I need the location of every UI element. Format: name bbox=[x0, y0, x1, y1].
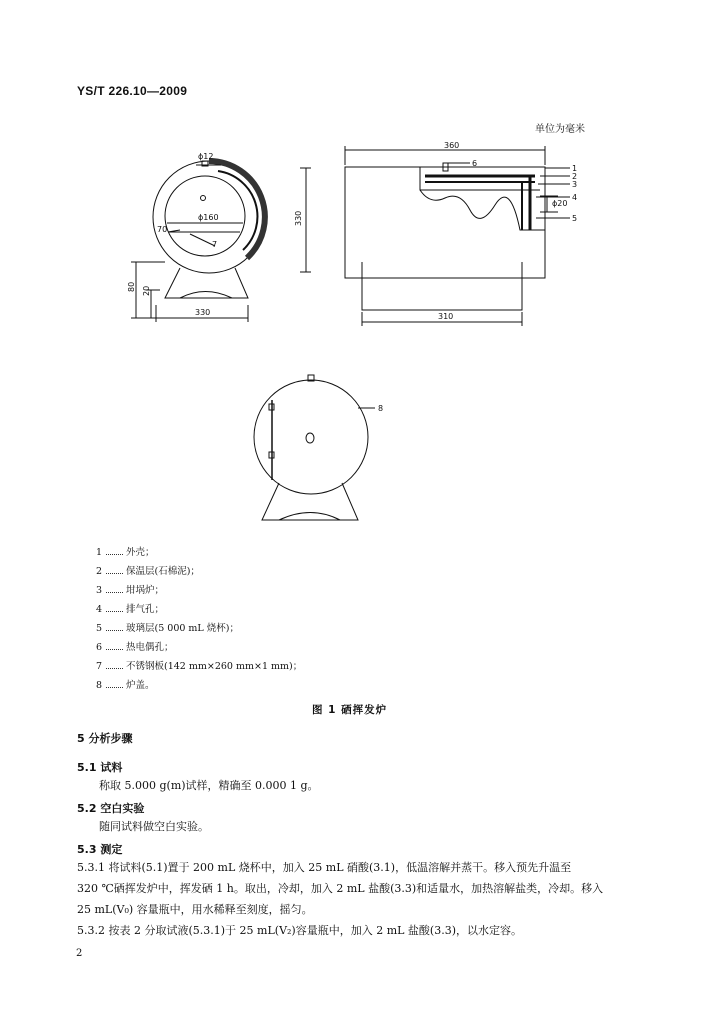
dim-360: 360 bbox=[444, 141, 460, 150]
page-number: 2 bbox=[76, 948, 83, 959]
unit-note: 单位为毫米 bbox=[535, 124, 585, 135]
legend-text: 不锈钢板(142 mm×260 mm×1 mm)； bbox=[126, 661, 303, 672]
dim-phi12: ϕ12 bbox=[198, 152, 214, 161]
legend-num: 5 bbox=[96, 623, 103, 634]
dim-phi20: ϕ20 bbox=[552, 199, 568, 208]
legend-dash bbox=[106, 604, 123, 612]
paragraph-5-3-1-line3: 25 mL(V₀) 容量瓶中，用水稀释至刻度，摇匀。 bbox=[77, 903, 313, 916]
paragraph-5-3-1-line1: 5.3.1 将试料(5.1)置于 200 mL 烧杯中，加入 25 mL 硝酸(3.1)，低温溶解并蒸干。移入预先升温至 bbox=[77, 861, 572, 874]
dim-phi160: ϕ160 bbox=[198, 213, 219, 222]
dim-330-horizontal: 330 bbox=[195, 308, 211, 317]
legend-num: 4 bbox=[96, 604, 103, 615]
legend-num: 7 bbox=[96, 661, 103, 672]
legend-item bbox=[96, 547, 155, 559]
legend-item bbox=[96, 604, 164, 616]
callout-3: 3 bbox=[572, 180, 578, 189]
document-header-id: YS/T 226.10—2009 bbox=[77, 84, 188, 98]
legend-item bbox=[96, 566, 200, 578]
callout-8: 8 bbox=[378, 404, 384, 413]
legend-text: 热电偶孔； bbox=[126, 642, 174, 653]
legend-dash bbox=[106, 680, 123, 688]
end-view bbox=[131, 161, 311, 322]
dim-330-vertical: 330 bbox=[294, 210, 303, 226]
legend-num: 3 bbox=[96, 585, 103, 596]
legend-dash bbox=[106, 661, 123, 669]
lid-front-view bbox=[254, 375, 375, 520]
callout-1: 1 bbox=[572, 164, 578, 173]
dim-80: 80 bbox=[127, 281, 136, 292]
section-heading-5-3: 5.3 测定 bbox=[77, 843, 123, 856]
legend-dash bbox=[106, 623, 123, 631]
legend-dash bbox=[106, 566, 123, 574]
legend-dash bbox=[106, 585, 123, 593]
legend-item bbox=[96, 642, 174, 654]
legend-text: 玻璃层(5 000 mL 烧杯)； bbox=[126, 623, 239, 634]
section-heading-5: 5 分析步骤 bbox=[77, 732, 133, 745]
section-heading-5-2: 5.2 空白实验 bbox=[77, 802, 145, 815]
callout-5: 5 bbox=[572, 214, 578, 223]
dim-20: 20 bbox=[142, 285, 151, 296]
callout-6: 6 bbox=[472, 159, 478, 168]
legend-text: 坩埚炉； bbox=[126, 585, 165, 596]
paragraph-5-1: 称取 5.000 g(m)试样，精确至 0.000 1 g。 bbox=[99, 779, 319, 792]
legend-num: 8 bbox=[96, 680, 103, 691]
legend-text: 炉盖。 bbox=[126, 680, 155, 691]
section-heading-5-1: 5.1 试料 bbox=[77, 761, 123, 774]
legend-text: 保温层(石棉泥)； bbox=[126, 566, 200, 577]
callout-2: 2 bbox=[572, 172, 578, 181]
legend-item bbox=[96, 623, 239, 635]
legend-item bbox=[96, 661, 302, 673]
legend-dash bbox=[106, 642, 123, 650]
legend-num: 1 bbox=[96, 547, 103, 558]
legend-text: 排气孔； bbox=[126, 604, 165, 615]
paragraph-5-3-2-line1: 5.3.2 按表 2 分取试液(5.3.1)于 25 mL(V₂)容量瓶中，加入 2 mL 盐酸(3.3)，以水定容。 bbox=[77, 924, 523, 937]
legend-text: 外壳； bbox=[126, 547, 155, 558]
legend-item bbox=[96, 585, 164, 597]
dim-310: 310 bbox=[438, 312, 454, 321]
paragraph-5-2: 随同试料做空白实验。 bbox=[99, 820, 209, 833]
legend-num: 2 bbox=[96, 566, 103, 577]
dim-7: 7 bbox=[212, 240, 218, 249]
legend-dash bbox=[106, 547, 123, 555]
legend-num: 6 bbox=[96, 642, 103, 653]
paragraph-5-3-1-line2: 320 ℃硒挥发炉中，挥发硒 1 h。取出，冷却，加入 2 mL 盐酸(3.3)和适量水，加热溶解盐类，冷却。移入 bbox=[77, 882, 604, 895]
dim-70: 70 bbox=[157, 225, 168, 234]
side-view bbox=[345, 146, 570, 326]
figure-caption: 图 1 硒挥发炉 bbox=[312, 704, 388, 716]
callout-4: 4 bbox=[572, 193, 578, 202]
legend-item bbox=[96, 680, 155, 692]
